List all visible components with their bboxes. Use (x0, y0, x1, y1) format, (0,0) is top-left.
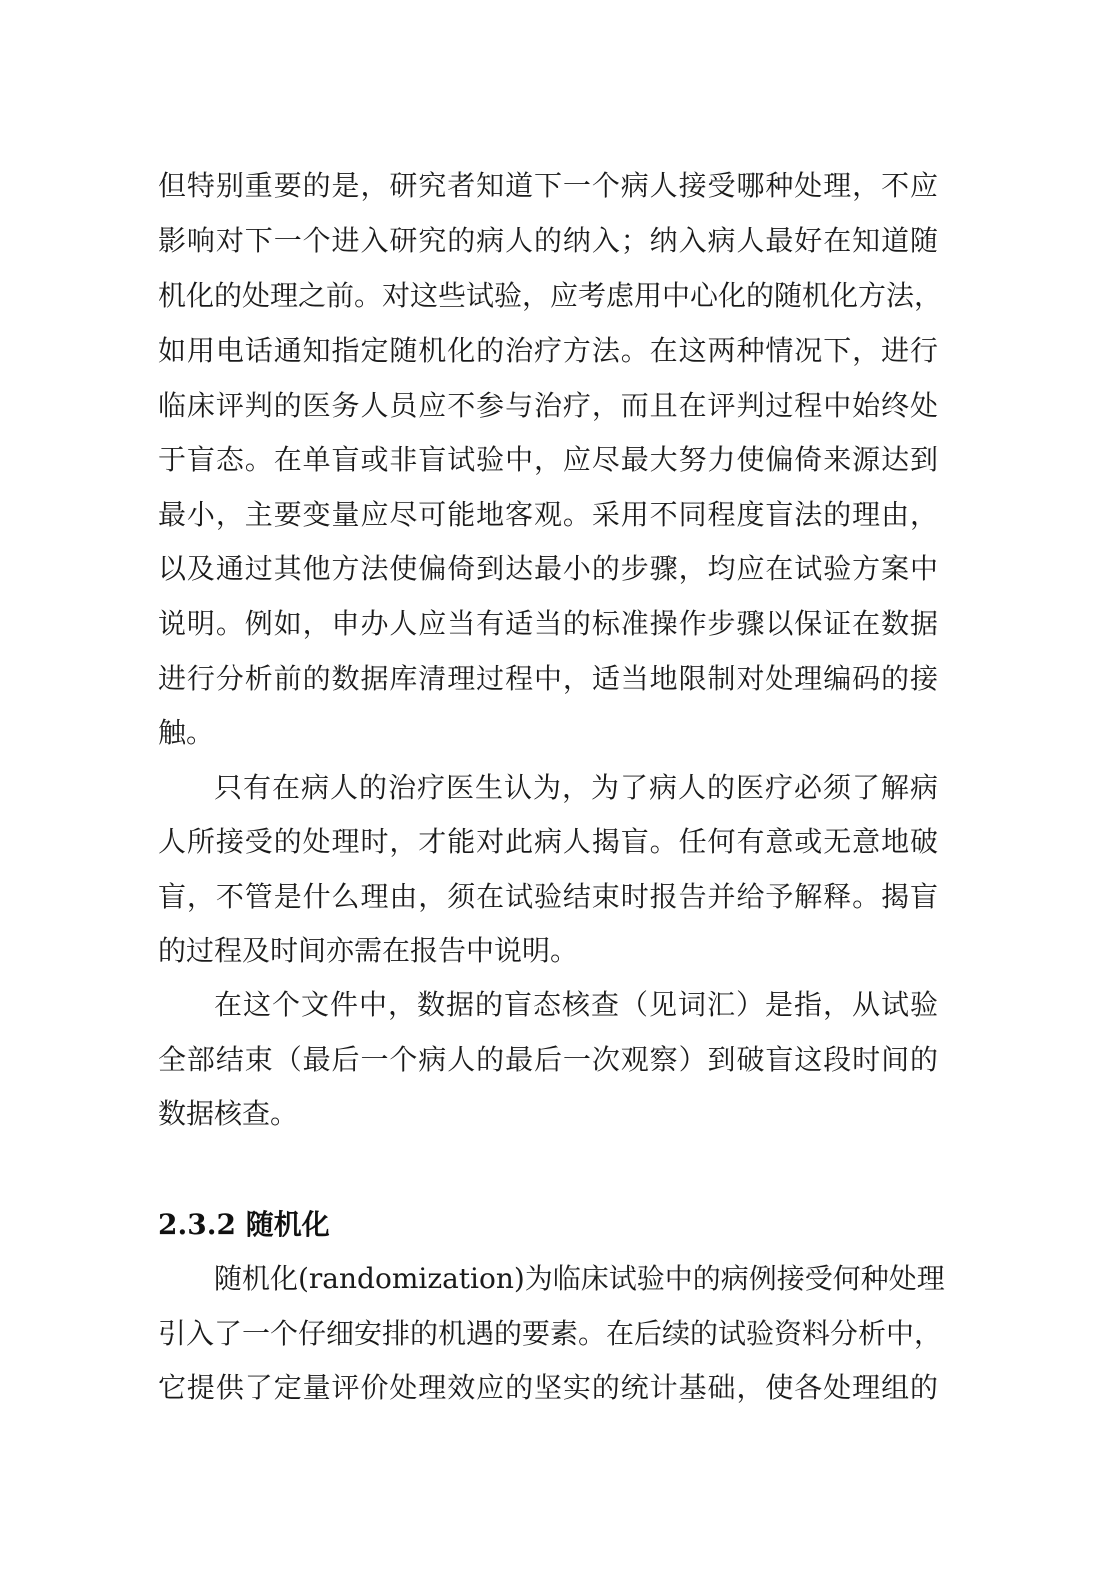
paragraph-line: 它提供了定量评价处理效应的坚实的统计基础，使各处理组的 (158, 1371, 938, 1404)
paragraph-line: 临床评判的医务人员应不参与治疗，而且在评判过程中始终处 (158, 389, 938, 422)
paragraph-line: 进行分析前的数据库清理过程中，适当地限制对处理编码的接 (158, 662, 938, 695)
paragraph-line: 只有在病人的治疗医生认为，为了病人的医疗必须了解病 (214, 771, 938, 804)
paragraph-line: 随机化(randomization)为临床试验中的病例接受何种处理 (214, 1262, 945, 1295)
paragraph-line: 机化的处理之前。对这些试验，应考虑用中心化的随机化方法， (158, 279, 943, 312)
paragraph-line: 人所接受的处理时，才能对此病人揭盲。任何有意或无意地破 (158, 825, 938, 858)
paragraph-line: 引入了一个仔细安排的机遇的要素。在后续的试验资料分析中， (158, 1317, 943, 1350)
paragraph-line: 但特别重要的是，研究者知道下一个病人接受哪种处理，不应 (158, 169, 938, 202)
paragraph-line: 最小，主要变量应尽可能地客观。采用不同程度盲法的理由， (158, 498, 938, 531)
paragraph-line: 如用电话通知指定随机化的治疗方法。在这两种情况下，进行 (158, 334, 938, 367)
paragraph-line: 影响对下一个进入研究的病人的纳入；纳入病人最好在知道随 (158, 224, 938, 257)
paragraph-line: 全部结束（最后一个病人的最后一次观察）到破盲这段时间的 (158, 1043, 938, 1076)
paragraph-line: 说明。例如，申办人应当有适当的标准操作步骤以保证在数据 (158, 607, 938, 640)
paragraph-line: 以及通过其他方法使偏倚到达最小的步骤，均应在试验方案中 (158, 552, 938, 585)
section-heading: 2.3.2 随机化 (158, 1208, 330, 1241)
paragraph-line: 的过程及时间亦需在报告中说明。 (158, 934, 579, 967)
paragraph-line: 于盲态。在单盲或非盲试验中，应尽最大努力使偏倚来源达到 (158, 443, 938, 476)
paragraph-line: 触。 (158, 716, 215, 749)
paragraph-line: 盲，不管是什么理由，须在试验结束时报告并给予解释。揭盲 (158, 880, 938, 913)
paragraph-line: 在这个文件中，数据的盲态核查（见词汇）是指，从试验 (214, 988, 938, 1021)
paragraph-line: 数据核查。 (158, 1097, 299, 1130)
